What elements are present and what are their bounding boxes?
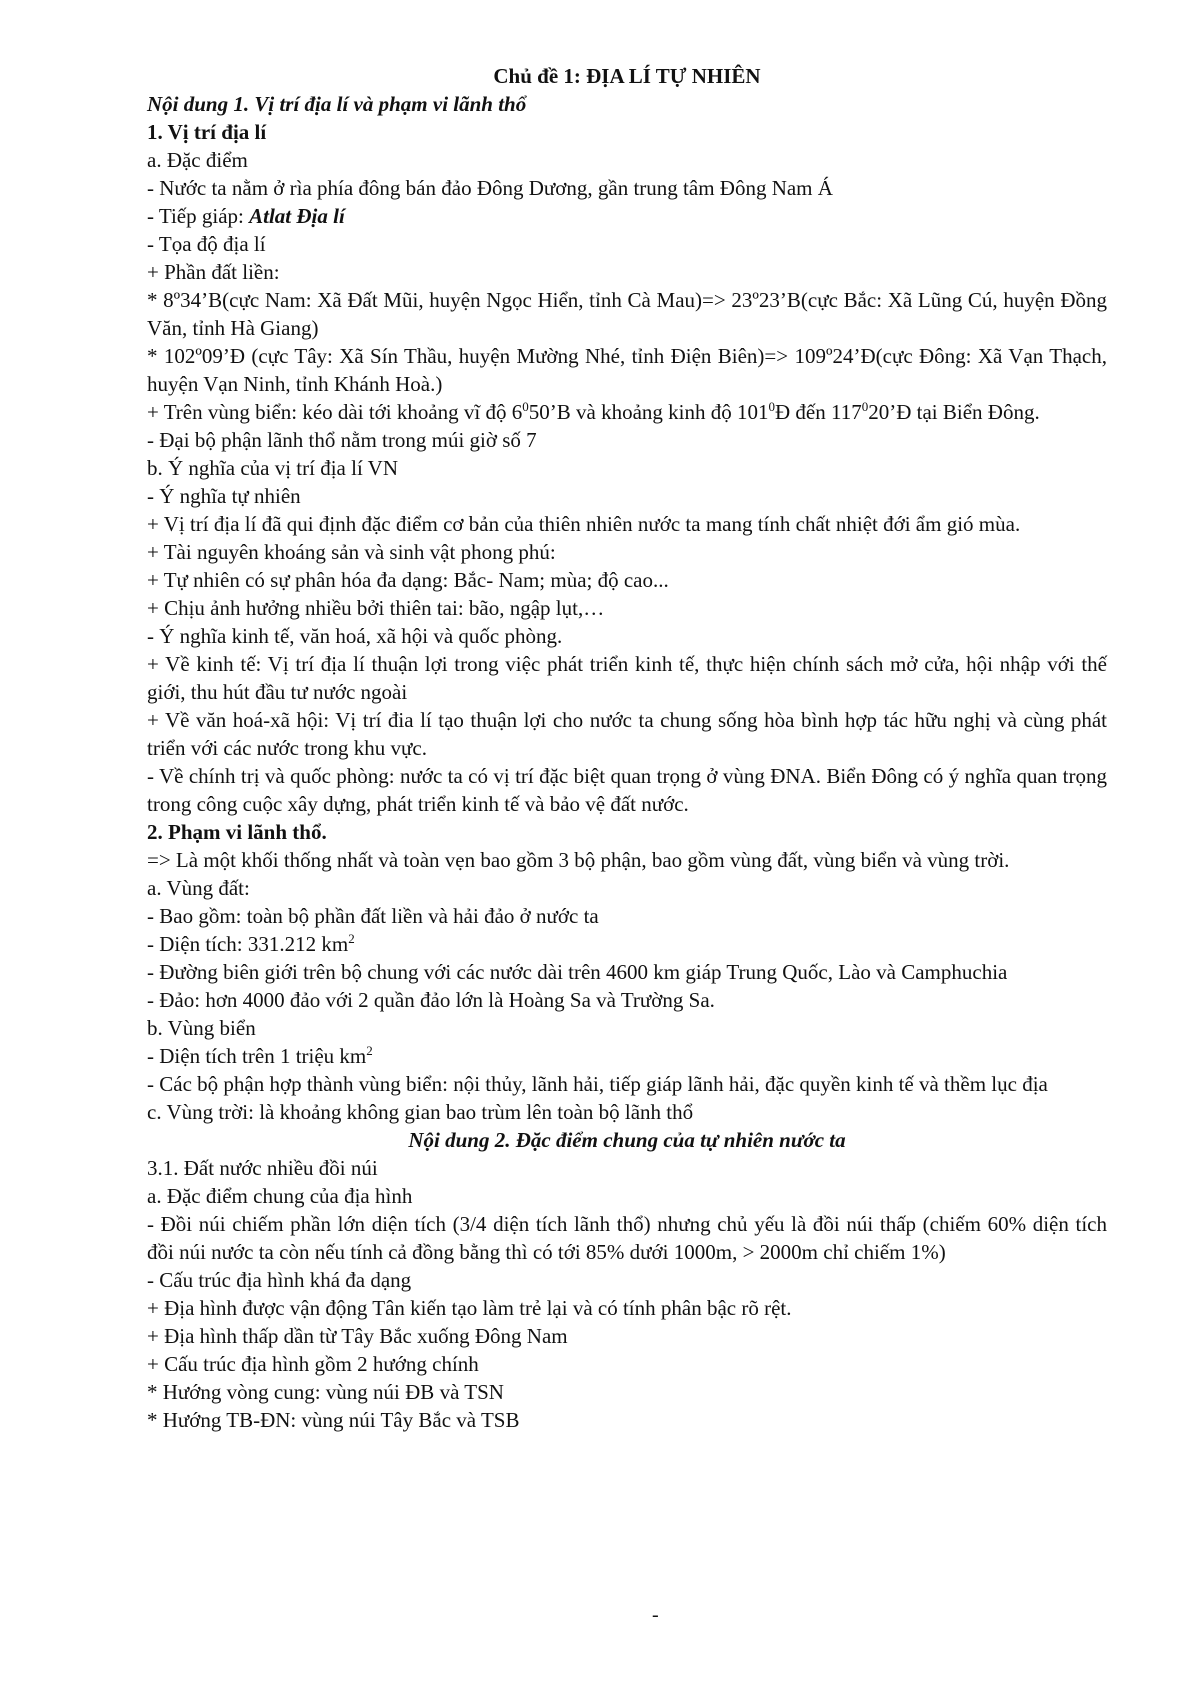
text-line: * 102º09’Đ (cực Tây: Xã Sín Thầu, huyện Mường Nhé, tỉnh Điện Biên)=> 109º24’Đ(cực Đông: Xã Vạn Thạch, huyện Vạn Ninh, tỉnh Khánh Hoà.) <box>147 344 1107 396</box>
text-line: - Ý nghĩa kinh tế, văn hoá, xã hội và quốc phòng. <box>147 624 563 648</box>
text-line: - Các bộ phận hợp thành vùng biển: nội thủy, lãnh hải, tiếp giáp lãnh hải, đặc quyền kinh tế và thềm lục địa <box>147 1072 1048 1096</box>
text-span: - Diện tích trên 1 triệu km <box>147 1044 367 1068</box>
text-line: - Đại bộ phận lãnh thổ nằm trong múi giờ số 7 <box>147 428 537 452</box>
text-span: Đ đến 117 <box>775 400 862 424</box>
text-span: - Diện tích: 331.212 km <box>147 932 349 956</box>
text-line: + Cấu trúc địa hình gồm 2 hướng chính <box>147 1352 479 1376</box>
text-line: + Địa hình được vận động Tân kiến tạo làm trẻ lại và có tính phân bậc rõ rệt. <box>147 1296 792 1320</box>
degree-sup: 0 <box>861 399 869 414</box>
text-line: - Đường biên giới trên bộ chung với các nước dài trên 4600 km giáp Trung Quốc, Lào và Camphuchia <box>147 960 1008 984</box>
square-sup: 2 <box>348 931 355 946</box>
text-line-land-area <box>147 930 1107 958</box>
text-line: - Đồi núi chiếm phần lớn diện tích (3/4 diện tích lãnh thổ) nhưng chủ yếu là đồi núi thấp (chiếm 60% diện tích đồi núi nước ta còn nếu tính cả đồng bằng thì có tới 85% dưới 1000m, > 2000m chỉ chiếm 1%) <box>147 1212 1107 1264</box>
text-line: + Vị trí địa lí đã qui định đặc điểm cơ bản của thiên nhiên nước ta mang tính chất nhiệt đới ẩm gió mùa. <box>147 512 1021 536</box>
page-number-mark: - <box>652 1604 659 1626</box>
text-line-sea-area <box>147 1042 1107 1070</box>
text-span: + Trên vùng biển: kéo dài tới khoảng vĩ độ 6 <box>147 400 523 424</box>
text-line-sea-extent <box>147 398 1107 426</box>
text-line: * 8º34’B(cực Nam: Xã Đất Mũi, huyện Ngọc Hiển, tỉnh Cà Mau)=> 23º23’B(cực Bắc: Xã Lũng Cú, huyện Đồng Văn, tỉnh Hà Giang) <box>147 288 1107 340</box>
subheading-land: a. Vùng đất: <box>147 876 250 900</box>
text-line: - Cấu trúc địa hình khá đa dạng <box>147 1268 412 1292</box>
text-line: - Ý nghĩa tự nhiên <box>147 484 301 508</box>
heading-territory: 2. Phạm vi lãnh thổ. <box>147 820 327 844</box>
text-line: - Bao gồm: toàn bộ phần đất liền và hải đảo ở nước ta <box>147 904 599 928</box>
subheading-sea: b. Vùng biển <box>147 1016 256 1040</box>
text-line: a. Đặc điểm chung của địa hình <box>147 1184 413 1208</box>
text-line: - Nước ta nằm ở rìa phía đông bán đảo Đông Dương, gần trung tâm Đông Nam Á <box>147 176 833 200</box>
degree-sup: 0 <box>768 399 775 414</box>
text-line: + Địa hình thấp dần từ Tây Bắc xuống Đông Nam <box>147 1324 568 1348</box>
heading-location: 1. Vị trí địa lí <box>147 120 267 144</box>
text-line: - Về chính trị và quốc phòng: nước ta có vị trí đặc biệt quan trọng ở vùng ĐNA. Biển Đông có ý nghĩa quan trọng trong công cuộc xây dựng, phát triển kinh tế và bảo vệ đất nước. <box>147 764 1107 816</box>
text-line: + Phần đất liền: <box>147 260 280 284</box>
document-title: Chủ đề 1: ĐỊA LÍ TỰ NHIÊN <box>493 64 761 88</box>
text-line: * Hướng TB-ĐN: vùng núi Tây Bắc và TSB <box>147 1408 520 1432</box>
atlas-reference: Atlat Địa lí <box>249 204 345 228</box>
text-line: + Tự nhiên có sự phân hóa đa dạng: Bắc- Nam; mùa; độ cao... <box>147 568 669 592</box>
section2-title: Nội dung 2. Đặc điểm chung của tự nhiên nước ta <box>408 1128 846 1152</box>
text-line: - Tọa độ địa lí <box>147 232 266 256</box>
text-span: 50’B và khoảng kinh độ 101 <box>528 400 769 424</box>
text-line: 3.1. Đất nước nhiều đồi núi <box>147 1156 378 1180</box>
text-line: + Chịu ảnh hưởng nhiều bởi thiên tai: bão, ngập lụt,… <box>147 596 605 620</box>
text-line: - Đảo: hơn 4000 đảo với 2 quần đảo lớn là Hoàng Sa và Trường Sa. <box>147 988 715 1012</box>
square-sup: 2 <box>366 1043 373 1058</box>
section1-title: Nội dung 1. Vị trí địa lí và phạm vi lãnh thổ <box>147 92 527 116</box>
document-page <box>147 62 1107 1434</box>
text-line: + Về kinh tế: Vị trí địa lí thuận lợi trong việc phát triển kinh tế, thực hiện chính sách mở cửa, hội nhập với thế giới, thu hút đầu tư nước ngoài <box>147 652 1107 704</box>
subheading-features: a. Đặc điểm <box>147 148 248 172</box>
degree-sup: 0 <box>522 399 529 414</box>
text-line: + Về văn hoá-xã hội: Vị trí đia lí tạo thuận lợi cho nước ta chung sống hòa bình hợp tác hữu nghị và cùng phát triển với các nước trong khu vực. <box>147 708 1107 760</box>
text-line-borders <box>147 202 1107 230</box>
text-line: => Là một khối thống nhất và toàn vẹn bao gồm 3 bộ phận, bao gồm vùng đất, vùng biển và vùng trời. <box>147 848 1010 872</box>
text-span: - Tiếp giáp: <box>147 204 250 228</box>
text-line: + Tài nguyên khoáng sản và sinh vật phong phú: <box>147 540 556 564</box>
text-line: * Hướng vòng cung: vùng núi ĐB và TSN <box>147 1380 504 1404</box>
subheading-significance: b. Ý nghĩa của vị trí địa lí VN <box>147 456 398 480</box>
text-line: c. Vùng trời: là khoảng không gian bao trùm lên toàn bộ lãnh thổ <box>147 1100 694 1124</box>
text-span: 20’Đ tại Biển Đông. <box>868 400 1040 424</box>
